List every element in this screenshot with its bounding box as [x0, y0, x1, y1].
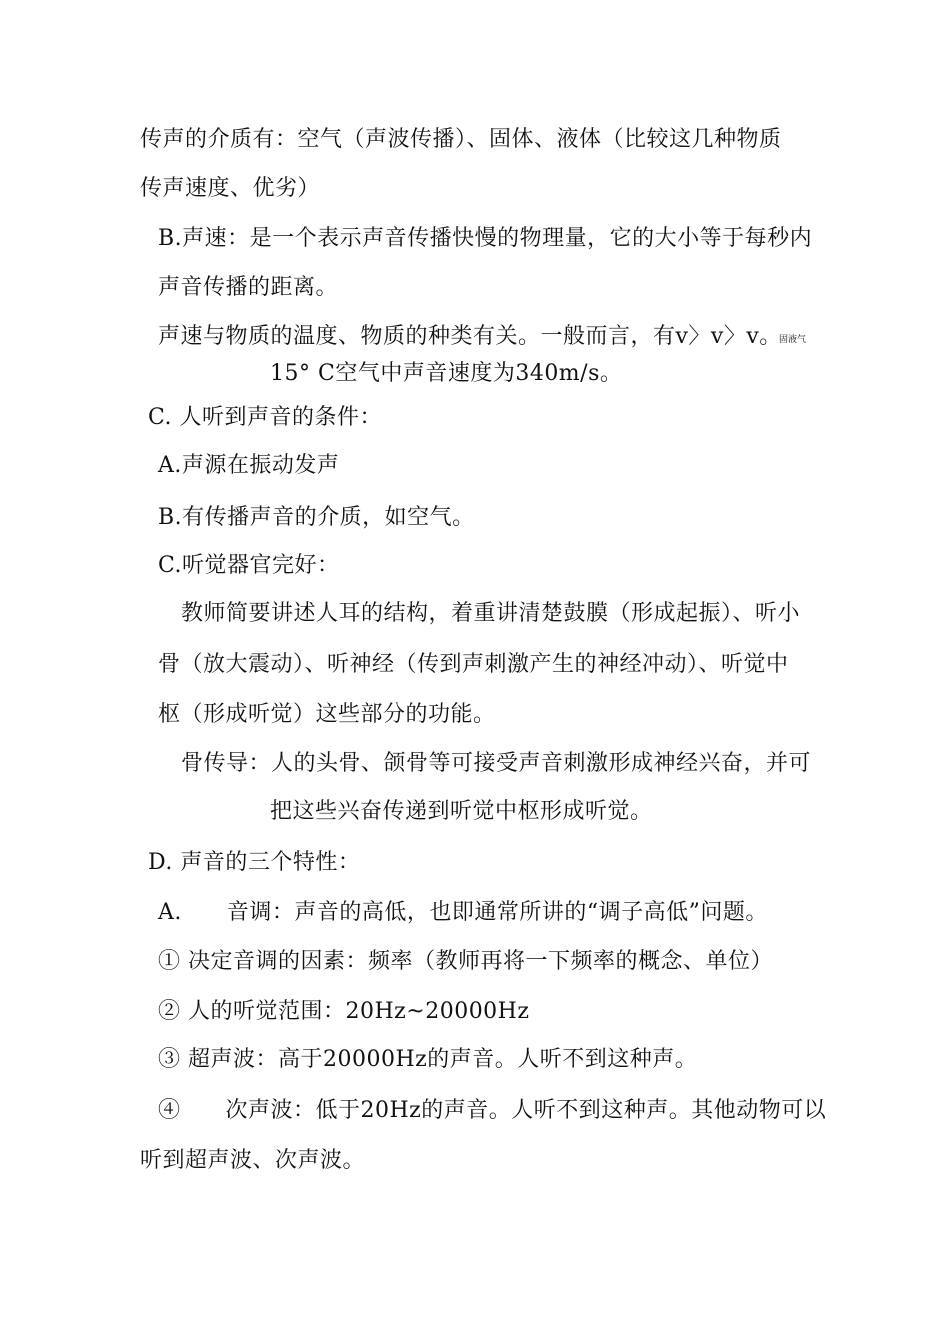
list-item-ultrasound: ③ 超声波：高于20000Hz的声音。人听不到这种声。 [158, 1047, 698, 1072]
speed-definition-line-2: 声音传播的距离。 [158, 275, 339, 300]
bone-conduction-line-1: 骨传导：人的头骨、颌骨等可接受声音刺激形成神经兴奋，并可 [181, 751, 812, 776]
condition-medium: B.有传播声音的介质，如空气。 [158, 505, 475, 530]
list-item-hearing-range: ② 人的听觉范围：20Hz~20000Hz [158, 999, 530, 1024]
paragraph-medium-line-1: 传声的介质有：空气（声波传播）、固体、液体（比较这几种物质 [140, 127, 782, 152]
ear-structure-line-2: 骨（放大震动）、听神经（传到声刺激产生的神经冲动）、听觉中 [158, 652, 789, 677]
speed-in-air-line: 15° C空气中声音速度为340m/s。 [270, 361, 623, 386]
bone-conduction-line-2: 把这些兴奋传递到听觉中枢形成听觉。 [270, 799, 653, 824]
ear-structure-line-3: 枢（形成听觉）这些部分的功能。 [158, 702, 496, 727]
speed-relation-line: 声速与物质的温度、物质的种类有关。一般而言，有v〉v〉v。 [158, 324, 782, 349]
condition-sound-source: A.声源在振动发声 [158, 453, 340, 478]
ear-structure-line-1: 教师简要讲述人耳的结构，着重讲清楚鼓膜（形成起振）、听小 [181, 601, 801, 626]
section-heading-hearing-conditions: C. 人听到声音的条件： [148, 405, 383, 430]
section-heading-sound-characteristics: D. 声音的三个特性： [148, 850, 361, 875]
speed-definition-line-1: B.声速：是一个表示声音传播快慢的物理量，它的大小等于每秒内 [158, 226, 813, 251]
speed-relation-subscripts: 固液气 [779, 335, 807, 345]
list-item-infrasound: ④ 次声波：低于20Hz的声音。人听不到这种声。其他动物可以 [158, 1098, 827, 1123]
paragraph-medium-line-2: 传声速度、优劣） [140, 176, 321, 201]
pitch-line: A. 音调：声音的高低，也即通常所讲的“调子高低”问题。 [158, 900, 768, 925]
condition-hearing-organ: C.听觉器官完好： [158, 553, 340, 578]
list-item-pitch-factor: ① 决定音调的因素：频率（教师再将一下频率的概念、单位） [158, 949, 773, 974]
list-item-infrasound-continued: 听到超声波、次声波。 [140, 1148, 366, 1173]
